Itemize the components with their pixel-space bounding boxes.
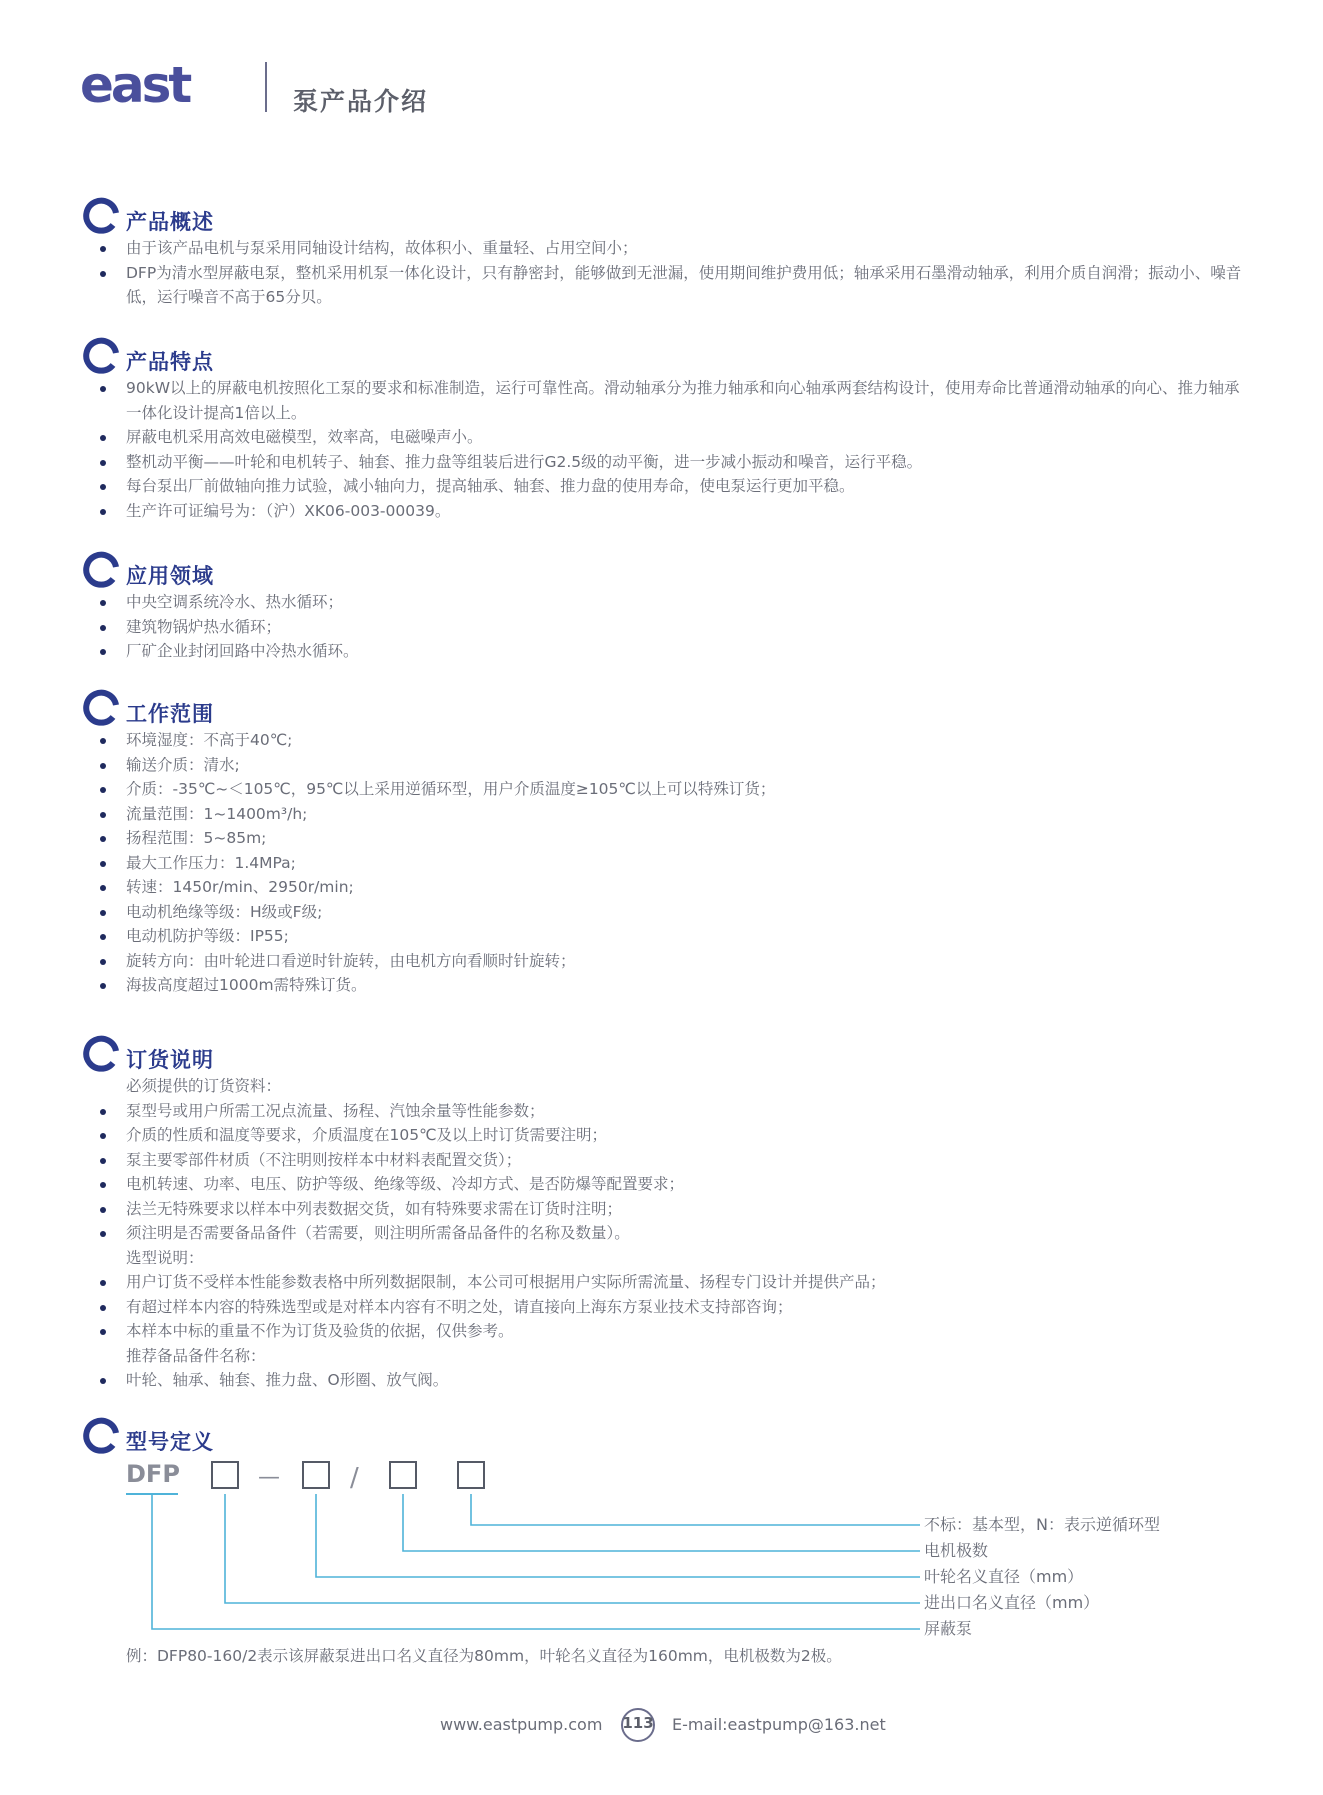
section-list (80, 728, 1250, 998)
list-item: 海拔高度超过1000m需特殊订货。 (80, 973, 1250, 998)
model-separator-dash: — (258, 1465, 280, 1490)
model-box-motor-poles (390, 1462, 416, 1488)
leader-line-type (471, 1494, 920, 1525)
section-arc-icon (80, 550, 120, 590)
footer-email: E-mail:eastpump@163.net (672, 1715, 886, 1734)
model-leader-lines (152, 1494, 920, 1629)
list-item: 泵型号或用户所需工况点流量、扬程、汽蚀余量等性能参数； (80, 1099, 1250, 1124)
list-item: 整机动平衡——叶轮和电机转子、轴套、推力盘等组装后进行G2.5级的动平衡，进一步减小振动和噪音，运行平稳。 (80, 450, 1250, 475)
east-logo (80, 58, 240, 114)
list-item: 每台泵出厂前做轴向推力试验，减小轴向力，提高轴承、轴套、推力盘的使用寿命，使电泵运行更加平稳。 (80, 474, 1250, 499)
section-features (80, 336, 1250, 523)
list-item: 最大工作压力：1.4MPa; (80, 851, 1250, 876)
list-item: 有超过样本内容的特殊选型或是对样本内容有不明之处，请直接向上海东方泵业技术支持部咨询； (80, 1295, 1250, 1320)
list-item: 法兰无特殊要求以样本中列表数据交货，如有特殊要求需在订货时注明； (80, 1197, 1250, 1222)
section-title: 订货说明 (126, 1048, 214, 1072)
list-item: 电机转速、功率、电压、防护等级、绝缘等级、冷却方式、是否防爆等配置要求； (80, 1172, 1250, 1197)
list-item: 介质的性质和温度等要求，介质温度在105℃及以上时订货需要注明； (80, 1123, 1250, 1148)
model-box-inlet-diameter (212, 1462, 238, 1488)
section-header (80, 1416, 1250, 1456)
svg-text:east: east (80, 58, 190, 114)
section-list (80, 376, 1250, 523)
section-title: 工作范围 (126, 702, 214, 726)
section-arc-icon (80, 688, 120, 728)
list-item: 环境湿度：不高于40℃; (80, 728, 1250, 753)
leader-line-inlet-diameter (225, 1494, 920, 1603)
model-box-type (458, 1462, 484, 1488)
leader-line-impeller-diameter (316, 1494, 920, 1577)
page-number: 113 (622, 1714, 654, 1732)
leader-line-motor-poles (403, 1494, 920, 1551)
list-item: 90kW以上的屏蔽电机按照化工泵的要求和标准制造，运行可靠性高。滑动轴承分为推力轴承和向心轴承两套结构设计，使用寿命比普通滑动轴承的向心、推力轴承一体化设计提高1倍以上。 (80, 376, 1250, 425)
section-arc-icon (80, 336, 120, 376)
list-item: 推荐备品备件名称： (126, 1346, 266, 1365)
list-item: 泵主要零部件材质（不注明则按样本中材料表配置交货）； (80, 1148, 1250, 1173)
header-title: 泵产品介绍 (293, 87, 429, 116)
list-item: 中央空调系统冷水、热水循环； (80, 590, 1250, 615)
list-item: 用户订货不受样本性能参数表格中所列数据限制，本公司可根据用户实际所需流量、扬程专门设计并提供产品； (80, 1270, 1250, 1295)
list-item: 叶轮、轴承、轴套、推力盘、O形圈、放气阀。 (80, 1368, 1250, 1393)
model-label-impeller-diameter: 叶轮名义直径（mm） (924, 1567, 1084, 1586)
list-item: 电动机绝缘等级：H级或F级; (80, 900, 1250, 925)
section-header (80, 688, 1250, 728)
list-item: 屏蔽电机采用高效电磁模型，效率高，电磁噪声小。 (80, 425, 1250, 450)
list-item: 输送介质：清水; (80, 753, 1250, 778)
list-item: 扬程范围：5~85m; (80, 826, 1250, 851)
section-list (80, 590, 1250, 664)
list-item: 电动机防护等级：IP55; (80, 924, 1250, 949)
list-item: 厂矿企业封闭回路中冷热水循环。 (80, 639, 1250, 664)
list-item: DFP为清水型屏蔽电泵，整机采用机泵一体化设计，只有静密封，能够做到无泄漏，使用期间维护费用低；轴承采用石墨滑动轴承，利用介质自润滑；振动小、噪音低，运行噪音不高于65分贝。 (80, 261, 1250, 310)
page-footer (0, 1705, 1323, 1745)
section-list (80, 236, 1250, 310)
header-divider (265, 62, 267, 112)
section-header (80, 196, 1250, 236)
section-title: 产品特点 (126, 350, 214, 374)
list-item: 流量范围：1~1400m³/h; (80, 802, 1250, 827)
model-label-motor-poles: 电机极数 (924, 1541, 989, 1560)
model-box-impeller-diameter (303, 1462, 329, 1488)
model-prefix: DFP (126, 1460, 180, 1488)
model-label-canned-pump: 屏蔽泵 (924, 1619, 973, 1638)
section-ordering (80, 1034, 1250, 1393)
leader-line-prefix (152, 1494, 920, 1629)
footer-website: www.eastpump.com (440, 1715, 603, 1734)
list-item: 介质：-35℃~＜105℃，95℃以上采用逆循环型，用户介质温度≥105℃以上可以特殊订货； (80, 777, 1250, 802)
model-label-type: 不标：基本型，N：表示逆循环型 (924, 1515, 1160, 1534)
section-header (80, 550, 1250, 590)
section-model-definition (80, 1416, 1250, 1456)
section-arc-icon (80, 1034, 120, 1074)
list-item: 由于该产品电机与泵采用同轴设计结构，故体积小、重量轻、占用空间小； (80, 236, 1250, 261)
list-item: 选型说明： (126, 1248, 204, 1267)
list-item: 旋转方向：由叶轮进口看逆时针旋转，由电机方向看顺时针旋转； (80, 949, 1250, 974)
list-item: 建筑物锅炉热水循环； (80, 615, 1250, 640)
section-title: 产品概述 (126, 210, 214, 234)
section-header (80, 336, 1250, 376)
section-arc-icon (80, 196, 120, 236)
model-example: 例：DFP80-160/2表示该屏蔽泵进出口名义直径为80mm，叶轮名义直径为160mm，电机极数为2极。 (126, 1647, 842, 1665)
model-separator-slash: / (350, 1463, 359, 1493)
section-list (80, 1074, 1250, 1393)
section-working-range (80, 688, 1250, 998)
section-header (80, 1034, 1250, 1074)
list-item: 必须提供的订货资料： (126, 1077, 282, 1095)
list-item: 须注明是否需要备品备件（若需要，则注明所需备品备件的名称及数量）。 (80, 1221, 1250, 1246)
list-item: 转速：1450r/min、2950r/min; (80, 875, 1250, 900)
section-overview (80, 196, 1250, 310)
section-title: 应用领域 (126, 564, 214, 588)
section-applications (80, 550, 1250, 664)
model-label-inlet-diameter: 进出口名义直径（mm） (924, 1593, 1100, 1612)
section-arc-icon (80, 1416, 120, 1456)
section-title: 型号定义 (126, 1430, 214, 1454)
list-item: 生产许可证编号为：（沪）XK06-003-00039。 (80, 499, 1250, 524)
list-item: 本样本中标的重量不作为订货及验货的依据，仅供参考。 (80, 1319, 1250, 1344)
